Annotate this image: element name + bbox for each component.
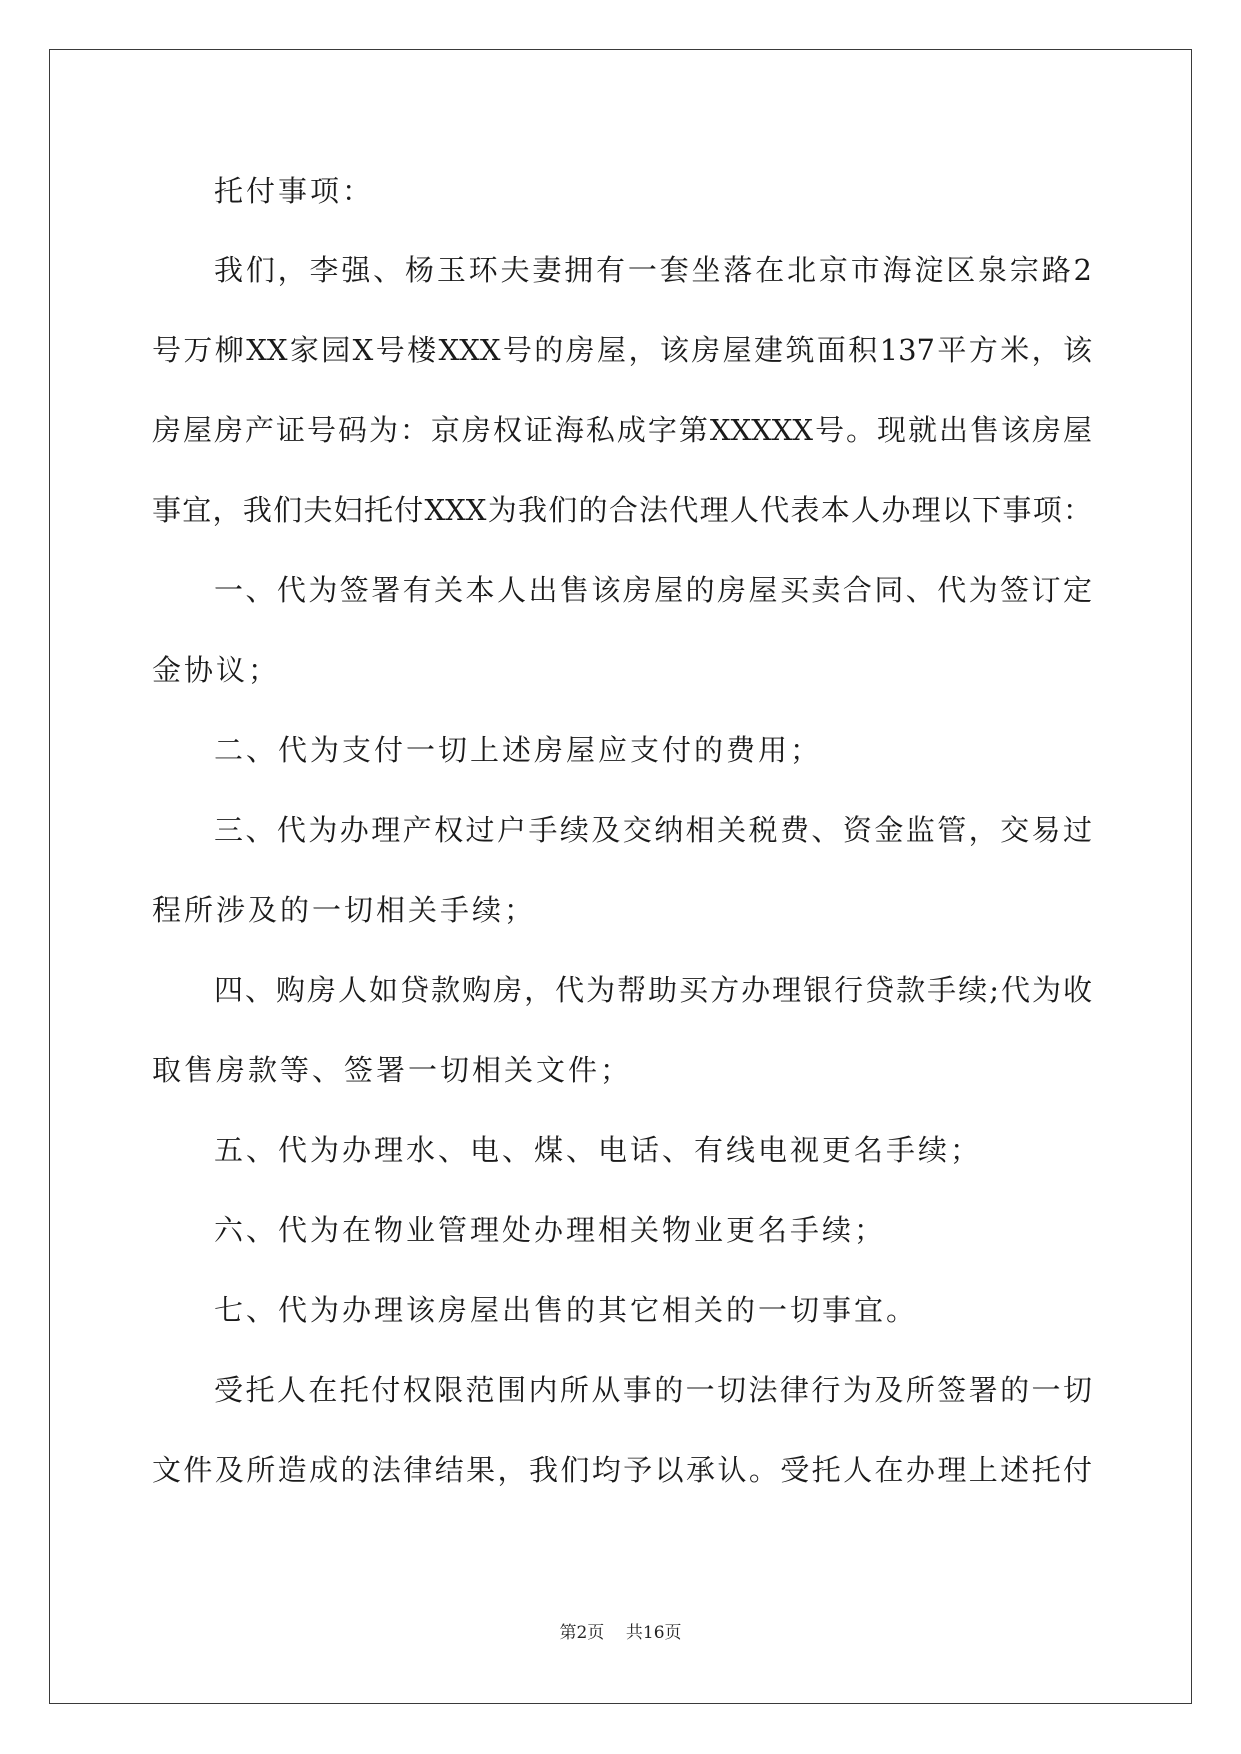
- paragraph-line: 号万柳XX家园X号楼XXX号的房屋，该房屋建筑面积137平方米，该: [152, 333, 1092, 367]
- paragraph-line: 事宜，我们夫妇托付XXX为我们的合法代理人代表本人办理以下事项：: [152, 493, 1092, 527]
- list-item-line: 取售房款等、签署一切相关文件；: [152, 1053, 633, 1087]
- list-item-line: 七、代为办理该房屋出售的其它相关的一切事宜。: [214, 1293, 919, 1327]
- list-item-line: 六、代为在物业管理处办理相关物业更名手续；: [214, 1213, 887, 1247]
- list-item-line: 金协议；: [152, 653, 281, 687]
- list-item-line: 三、代为办理产权过户手续及交纳相关税费、资金监管，交易过: [214, 813, 1092, 847]
- list-item-line: 程所涉及的一切相关手续；: [152, 893, 537, 927]
- page-number: 第2页: [559, 1623, 605, 1643]
- paragraph-line: 受托人在托付权限范围内所从事的一切法律行为及所签署的一切: [214, 1373, 1092, 1407]
- paragraph-line: 房屋房产证号码为：京房权证海私成字第XXXXX号。现就出售该房屋: [152, 413, 1092, 447]
- paragraph-line: 文件及所造成的法律结果，我们均予以承认。受托人在办理上述托付: [152, 1453, 1092, 1487]
- paragraph-line-heading: 托付事项：: [214, 174, 375, 208]
- page-footer: [0, 1618, 1241, 1643]
- paragraph-line: 我们，李强、杨玉环夫妻拥有一套坐落在北京市海淀区泉宗路2: [214, 253, 1092, 287]
- page-total: 共16页: [625, 1623, 682, 1643]
- list-item-line: 四、购房人如贷款购房，代为帮助买方办理银行贷款手续;代为收: [214, 973, 1092, 1007]
- list-item-line: 二、代为支付一切上述房屋应支付的费用；: [214, 733, 823, 767]
- list-item-line: 一、代为签署有关本人出售该房屋的房屋买卖合同、代为签订定: [214, 573, 1092, 607]
- list-item-line: 五、代为办理水、电、煤、电话、有线电视更名手续；: [214, 1133, 983, 1167]
